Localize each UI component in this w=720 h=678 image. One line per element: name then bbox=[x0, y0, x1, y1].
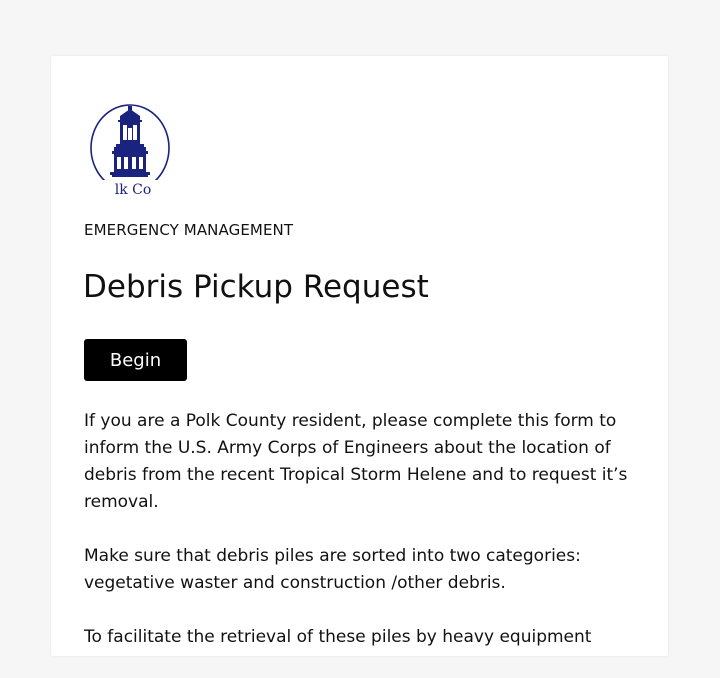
county-seal-logo bbox=[89, 104, 171, 196]
seal-text: lk Co bbox=[114, 182, 152, 196]
description-paragraph: Make sure that debris piles are sorted into two categories: vegetative waster and construction /other debris. bbox=[84, 546, 581, 593]
form-description bbox=[84, 408, 644, 678]
page-title: Debris Pickup Request bbox=[83, 269, 429, 305]
description-paragraph: If you are a Polk County resident, please complete this form to inform the U.S. Army Corps of Engineers about the location of debris from the recent Tropical Storm Helene and to request it’s removal. bbox=[84, 411, 628, 512]
form-card bbox=[51, 56, 668, 656]
begin-button[interactable]: Begin bbox=[84, 339, 187, 381]
organization-name: EMERGENCY MANAGEMENT bbox=[84, 221, 294, 239]
description-paragraph: To facilitate the retrieval of these piles by heavy equipment bbox=[84, 627, 592, 647]
